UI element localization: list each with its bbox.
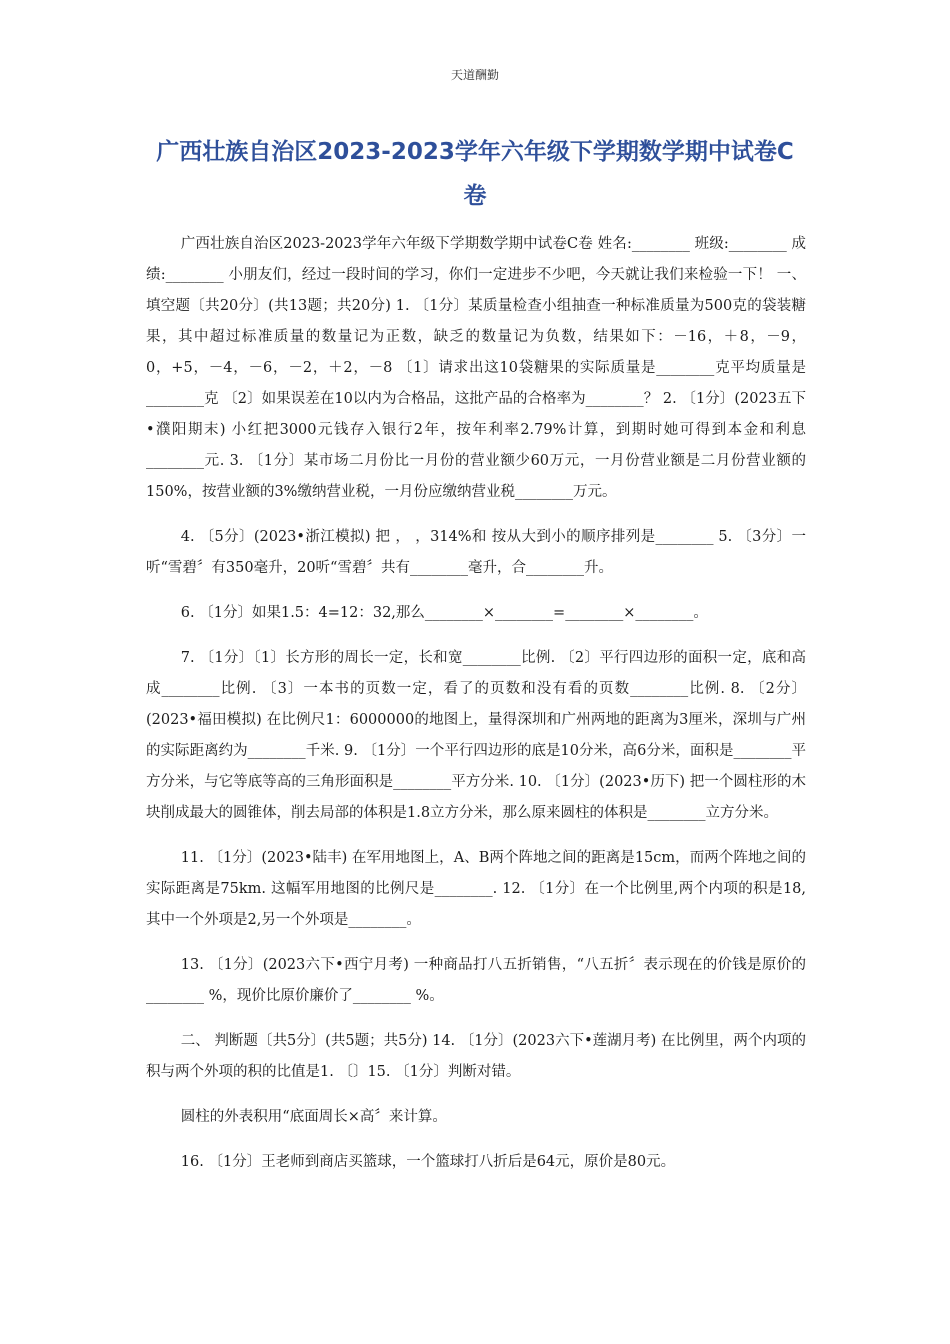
paragraph-question-11-12: 11. 〔1分〕(2023•陆丰) 在军用地图上，A、B两个阵地之间的距离是15cm，而两个阵地之间的实际距离是75km. 这幅军用地图的比例尺是________. 12. 〔1分〕在一个比例里,两个内项的积是18,其中一个外项是2,另一个外项是________。 bbox=[146, 850, 806, 928]
paragraph-question-16: 16. 〔1分〕王老师到商店买篮球，一个篮球打八折后是64元，原价是80元。 bbox=[180, 1154, 676, 1170]
paragraph-question-15-statement: 圆柱的外表积用“底面周长×高〞来计算。 bbox=[180, 1109, 447, 1125]
paragraph-question-13: 13. 〔1分〕(2023六下•西宁月考) 一种商品打八五折销售，“八五折〞表示现在的价钱是原价的________ %，现价比原价廉价了________ %。 bbox=[146, 957, 806, 1004]
paragraph-question-6: 6. 〔1分〕如果1.5：4=12：32,那么________×________=________×________。 bbox=[180, 605, 708, 621]
paragraph-question-7-10: 7. 〔1分〕〔1〕长方形的周长一定，长和宽________比例. 〔2〕平行四边形的面积一定，底和高成________比例. 〔3〕一本书的页数一定，看了的页数和没有看的页数________比例. 8. 〔2分〕(2023•福田模拟) 在比例尺1：6000000的地图上，量得深圳和广州两地的距离为3厘米，深圳与广州的实际距离约为________千米. 9. 〔1分〕一个平行四边形的底是10分米，高6分米，面积是________平方分米，与它等底等高的三角形面积是________平方分米. 10. 〔1分〕(2023•历下) 把一个圆柱形的木块削成最大的圆锥体，削去局部的体积是1.8立方分米，那么原来圆柱的体积是________立方分米。 bbox=[146, 650, 806, 821]
paragraph-true-false-section: 二、 判断题〔共5分〕(共5题；共5分) 14. 〔1分〕(2023六下•莲湖月考) 在比例里，两个内项的积与两个外项的积的比值是1. 〔〕15. 〔1分〕判断对错。 bbox=[146, 1033, 806, 1080]
paragraph-question-4-5: 4. 〔5分〕(2023•浙江模拟) 把 ， ，314%和 按从大到小的顺序排列是________ 5. 〔3分〕一听“雪碧〞有350毫升，20听“雪碧〞共有________毫升，合________升。 bbox=[146, 529, 806, 576]
document-body bbox=[146, 229, 806, 1178]
page-header: 天道酬勤 bbox=[450, 68, 499, 82]
page-title: 广西壮族自治区2023-2023学年六年级下学期数学期中试卷C卷 bbox=[156, 139, 794, 209]
paragraph-intro-fill-blank: 广西壮族自治区2023-2023学年六年级下学期数学期中试卷C卷 姓名:________ 班级:________ 成绩:________ 小朋友们，经过一段时间的学习，你们一定进步不少吧，今天就让我们来检验一下！ 一、 填空题〔共20分〕(共13题；共20分) 1. 〔1分〕某质量检查小组抽查一种标准质量为500克的袋装糖果，其中超过标准质量的数量记为正数，缺乏的数量记为负数，结果如下：－16，＋8，－9，0，+5，－4，－6，－2，＋2，－8 〔1〕请求出这10袋糖果的实际质量是________克平均质量是________克 〔2〕如果误差在10以内为合格品，这批产品的合格率为________？ 2. 〔1分〕(2023五下•濮阳期末) 小红把3000元钱存入银行2年，按年利率2.79%计算，到期时她可得到本金和利息________元. 3. 〔1分〕某市场二月份比一月份的营业额少60万元，一月份营业额是二月份营业额的150%，按营业额的3%缴纳营业税，一月份应缴纳营业税________万元。 bbox=[146, 236, 806, 500]
